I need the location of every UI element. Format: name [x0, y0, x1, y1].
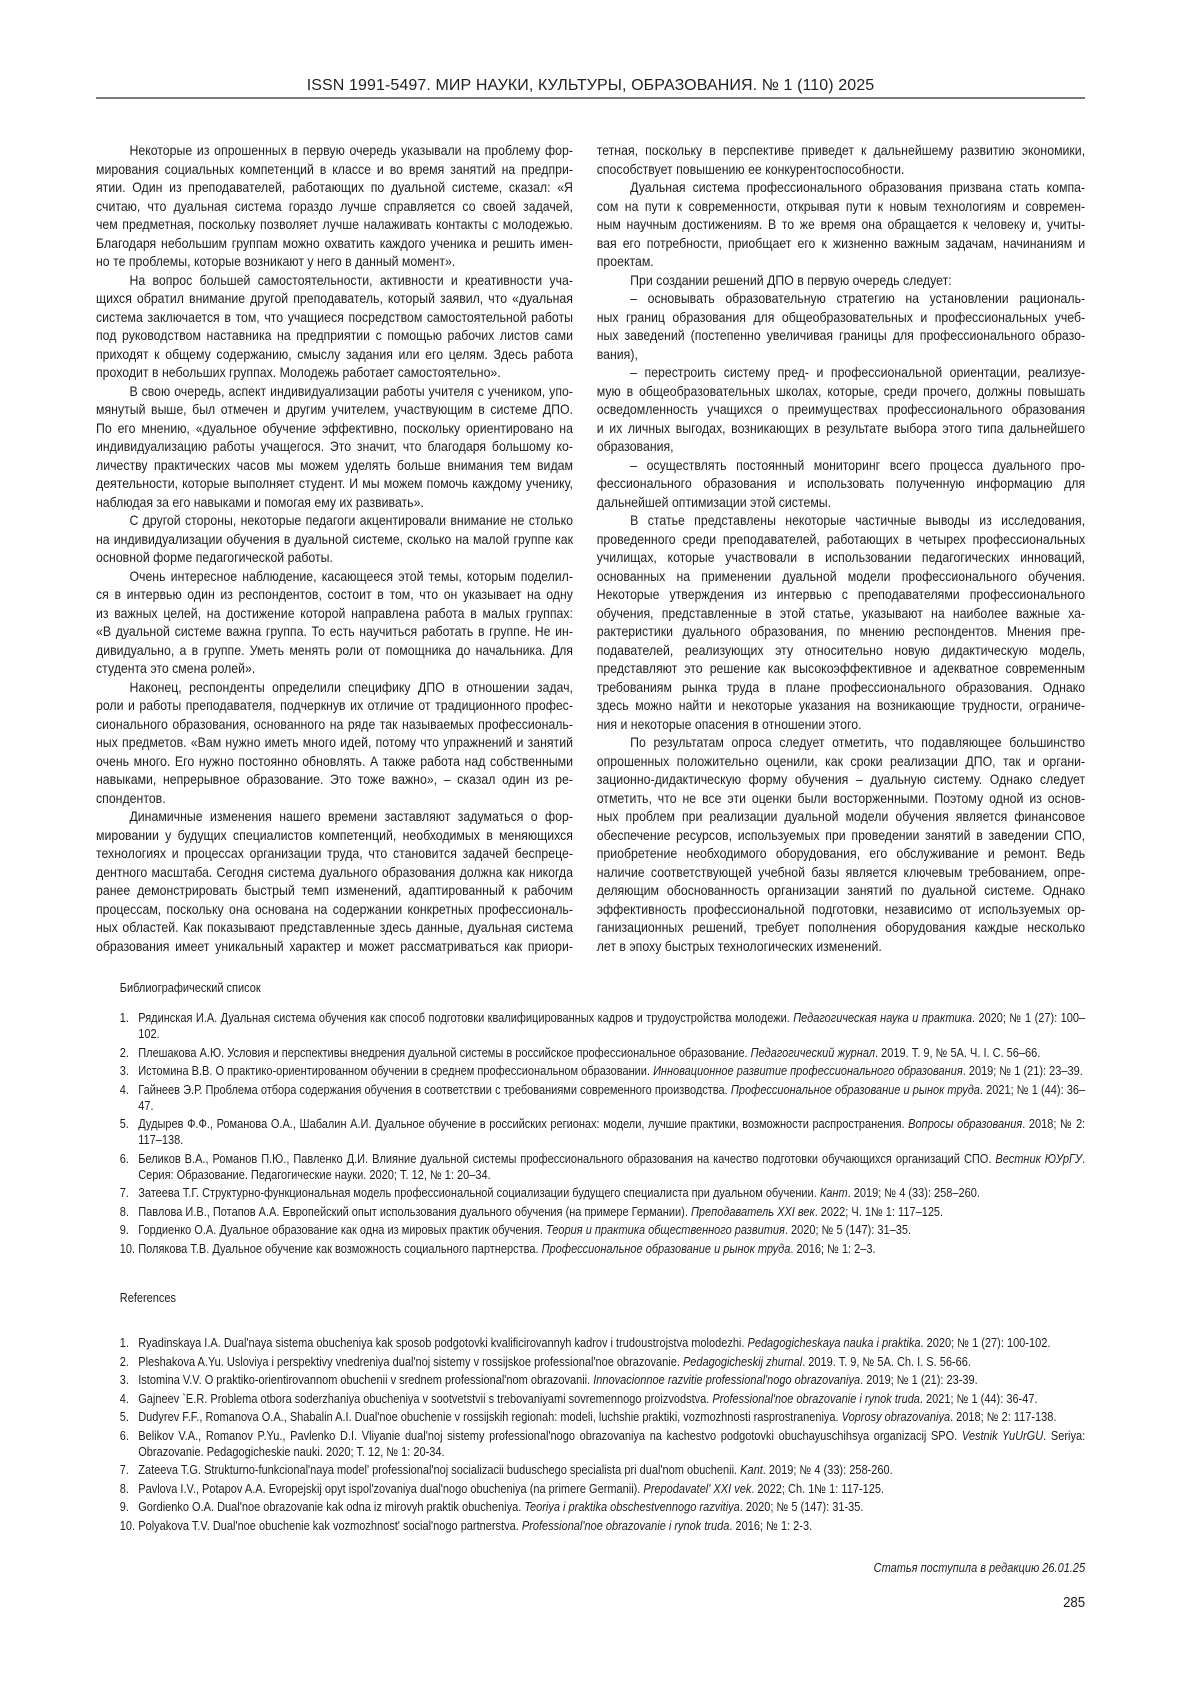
text-line: деятельности, которые выполняет студент. И мы можем помочь каждому ученику, [96, 474, 573, 493]
reference-item [120, 1241, 1085, 1257]
text-line: тетная, поскольку в перспективе приведет к дальнейшему развитию экономики, [597, 141, 1085, 160]
reference-details: . 2018; № 2: 117-138. [950, 1410, 1056, 1424]
text-line: из важных целей, на достижение которой направлена работа в малых группах: [96, 604, 573, 623]
text-line: личеству практических часов мы можем уделять больше внимания тем видам [96, 456, 573, 475]
paragraph [96, 382, 573, 512]
reference-item [120, 1045, 1085, 1061]
reference-number: 9. [120, 1499, 129, 1515]
reference-journal: Teoriya i praktika obschestvennogo razvitiya [524, 1500, 739, 1514]
reference-journal: Pedagogicheskij zhurnal [683, 1355, 802, 1369]
text-line: ся в интервью один из респондентов, состоит в том, что он указывает на одну [96, 585, 573, 604]
text-line: опрошенных положительно оценили, как сроки реализации ДПО, так и органи- [597, 752, 1085, 771]
reference-journal: Innovacionnoe razvitie professional'nogo obrazovaniya [593, 1373, 860, 1387]
text-line: – перестроить систему пред- и профессиональной ориентации, реализуе- [597, 363, 1085, 382]
reference-number: 4. [120, 1082, 129, 1098]
reference-text: Дудырев Ф.Ф., Романова О.А., Шабалин А.И. Дуальное обучение в российских регионах: модели, лучшие практики, возможности распространения. [138, 1117, 908, 1131]
reference-item [120, 1428, 1085, 1460]
text-line: Некоторые утверждения из интервью с преподавателями профессионального [597, 585, 1085, 604]
text-column-left [96, 141, 573, 955]
text-line: наблюдая за его навыками и помогая ему их развивать». [96, 493, 573, 512]
reference-item [120, 1354, 1085, 1370]
text-line: проходит в небольших группах. Молодежь работает самостоятельно». [96, 363, 573, 382]
reference-text: Gordienko O.A. Dual'noe obrazovanie kak odna iz mirovyh praktik obucheniya. [138, 1500, 524, 1514]
text-line: проектам. [597, 252, 1085, 271]
reference-item [120, 1409, 1085, 1425]
text-line: В статье представлены некоторые частичные выводы из исследования, [597, 511, 1085, 530]
reference-journal: Педагогическая наука и практика [793, 1011, 972, 1025]
reference-details: . 2019. Т. 9, № 5А. Ч. I. С. 56–66. [875, 1046, 1040, 1060]
text-line: В свою очередь, аспект индивидуализации работы учителя с учеником, упо- [96, 382, 573, 401]
text-line: очень много. Его нужно постоянно обновлять. А также работа над собственными [96, 752, 573, 771]
reference-details: . 2016; № 1: 2–3. [790, 1242, 875, 1256]
reference-item [120, 1499, 1085, 1515]
reference-text: Затеева Т.Г. Структурно-функциональная модель профессиональной социализации будущего специалиста при дуальном обучении. [138, 1186, 820, 1200]
text-line: ных проблем при реализации дуальной модели обучения является финансовое [597, 807, 1085, 826]
reference-item [120, 1372, 1085, 1388]
reference-item [120, 1391, 1085, 1407]
reference-number: 2. [120, 1354, 129, 1370]
text-line: на индивидуализации обучения в дуальной системе, сколько на малой группе как [96, 530, 573, 549]
text-line: основанных на применении дуальной модели профессионального обучения. [597, 567, 1085, 586]
reference-text: Истомина В.В. О практико-ориентированном обучении в среднем профессиональном образовании. [138, 1064, 653, 1078]
text-line: вая его потребности, приобщает его к жизненно важным задачам, начинаниям и [597, 234, 1085, 253]
journal-running-header: ISSN 1991-5497. МИР НАУКИ, КУЛЬТУРЫ, ОБРАЗОВАНИЯ. № 1 (110) 2025 [96, 77, 1085, 95]
text-line: дальнейшей оптимизации этой системы. [597, 493, 1085, 512]
reference-journal: Pedagogicheskaya nauka i praktika [747, 1336, 920, 1350]
paragraph [96, 678, 573, 808]
reference-text: Беликов В.А., Романов П.Ю., Павленко Д.И. Влияние дуальной системы профессионального образования на качество подготовки обучающихся организаций СПО. [138, 1152, 995, 1166]
reference-journal: Kant [740, 1463, 763, 1477]
reference-details: . 2020; № 1 (27): 100-102. [921, 1336, 1051, 1350]
text-line: вания), [597, 345, 1085, 364]
text-line: ных областей. Как показывают представленные здесь данные, дуальная система [96, 918, 573, 937]
text-line: осведомленность учащихся о преимуществах профессионального образования [597, 400, 1085, 419]
reference-text: Гордиенко О.А. Дуальное образование как одна из мировых практик обучения. [138, 1223, 546, 1237]
text-line: здесь можно найти и некоторые указания на возникающие трудности, ограниче- [597, 696, 1085, 715]
text-line: студента это смена ролей». [96, 659, 573, 678]
paragraph [96, 271, 573, 382]
text-line: дентного масштаба. Сегодня система дуального образования должна как никогда [96, 863, 573, 882]
text-line: ным научным достижениям. В то же время она обращается к человеку и, учиты- [597, 215, 1085, 234]
text-line: При создании решений ДПО в первую очередь следует: [597, 271, 1085, 290]
text-line: роли и работы преподавателя, подчеркнув их отличие от традиционного профес- [96, 696, 573, 715]
reference-number: 6. [120, 1428, 129, 1444]
reference-item [120, 1204, 1085, 1220]
text-line: дивидуально, а в группе. Уметь менять роли от помощника до начальника. Для [96, 641, 573, 660]
reference-number: 7. [120, 1462, 129, 1478]
text-line: сом на пути к современности, открывая пути к новым технологиям и современ- [597, 197, 1085, 216]
text-line: рактеристики дуального образования, по мнению респондентов. Мнения пре- [597, 622, 1085, 641]
reference-number: 4. [120, 1391, 129, 1407]
reference-item [120, 1222, 1085, 1238]
text-line: способствует повышению ее конкурентоспособности. [597, 160, 1085, 179]
reference-journal: Prepodavatel' XXI vek [643, 1482, 751, 1496]
text-line: По его мнению, «дуальное обучение эффективно, поскольку ориентировано на [96, 419, 573, 438]
text-line: деляющим обоснованность организации занятий по дуальной системе. Однако [597, 881, 1085, 900]
reference-text: Gajneev `E.R. Problema otbora soderzhaniya obucheniya v sootvetstvii s trebovaniyami sovremennogo proizvodstva. [138, 1392, 712, 1406]
reference-item [120, 1518, 1085, 1534]
reference-journal: Vestnik YuUrGU [962, 1429, 1043, 1443]
reference-details: . 2020; № 5 (147): 31-35. [740, 1500, 864, 1514]
reference-number: 2. [120, 1045, 129, 1061]
reference-journal: Преподаватель XXI век [691, 1205, 815, 1219]
reference-item [120, 1481, 1085, 1497]
text-line: С другой стороны, некоторые педагоги акцентировали внимание не столько [96, 511, 573, 530]
reference-journal: Профессиональное образование и рынок труда [731, 1083, 980, 1097]
reference-number: 1. [120, 1010, 129, 1026]
reference-journal: Теория и практика общественного развития [546, 1223, 785, 1237]
reference-journal: Инновационное развитие профессионального образования [653, 1064, 963, 1078]
text-line: навыками, непрерывное образование. Это тоже важно», – сказал один из ре- [96, 770, 573, 789]
text-line: Очень интересное наблюдение, касающееся этой темы, которым поделил- [96, 567, 573, 586]
text-line: – основывать образовательную стратегию на установлении рациональ- [597, 289, 1085, 308]
reference-item [120, 1462, 1085, 1478]
reference-details: . 2020; № 1 (27): 100–102. [138, 1011, 1085, 1041]
text-line: основной форме педагогической работы. [96, 548, 573, 567]
text-line: наличие соответствующей учебной базы является ключевым требованием, опре- [597, 863, 1085, 882]
text-line: но те проблемы, которые возникают у него в данный момент». [96, 252, 573, 271]
reference-number: 1. [120, 1335, 129, 1351]
reference-text: Ryadinskaya I.A. Dual'naya sistema obucheniya kak sposob podgotovki kvalificirovannyh kadrov i trudoustrojstva molodezhi. [138, 1336, 747, 1350]
text-line: ных заведений (постепенно увеличивая границы для профессионального образо- [597, 326, 1085, 345]
text-line: мировании у будущих специалистов компетенций, необходимых в меняющихся [96, 826, 573, 845]
paragraph [597, 141, 1085, 178]
paragraph [597, 456, 1085, 512]
paragraph [597, 271, 1085, 290]
reference-item [120, 1082, 1085, 1114]
text-line: обеспечение ресурсов, используемых при проведении занятий в заведении СПО, [597, 826, 1085, 845]
text-line: По результатам опроса следует отметить, что подавляющее большинство [597, 733, 1085, 752]
text-line: приобретение необходимого оборудования, его обслуживание и ремонт. Ведь [597, 844, 1085, 863]
page-content [96, 0, 1085, 1697]
reference-item [120, 1010, 1085, 1042]
reference-number: 8. [120, 1204, 129, 1220]
bibliography-list [120, 1010, 1085, 1259]
reference-text: Istomina V.V. O praktiko-orientirovannom obuchenii v srednem professional'nom obrazovanii. [138, 1373, 593, 1387]
text-line: требованиям рынка труда в плане профессионального образования. Однако [597, 678, 1085, 697]
reference-text: Pavlova I.V., Potapov A.A. Evropejskij opyt ispol'zovaniya dual'nogo obucheniya (na primere Germanii). [138, 1482, 643, 1496]
text-line: процессам, поскольку она основана на содержании конкретных профессиональ- [96, 900, 573, 919]
text-line: под руководством наставника на предприятии с помощью рабочих листов сами [96, 326, 573, 345]
reference-journal: Профессиональное образование и рынок труда [542, 1242, 791, 1256]
paragraph [96, 511, 573, 567]
text-line: мянутый выше, был отмечен и другим учителем, участвующим в системе ДПО. [96, 400, 573, 419]
reference-details: . 2020; № 5 (147): 31–35. [785, 1223, 911, 1237]
text-line: мую в общеобразовательных школах, которые, среди прочего, должны повышать [597, 382, 1085, 401]
text-line: чем предметная, поскольку позволяет лучше налаживать контакты с молодежью. [96, 215, 573, 234]
text-line: приходят к общему содержанию, смыслу задания или его целям. Здесь работа [96, 345, 573, 364]
reference-journal: Педагогический журнал [751, 1046, 875, 1060]
text-line: образования имеет уникальный характер и может рассматриваться как приори- [96, 937, 573, 956]
text-line: ных границ образования для общеобразовательных и профессиональных учеб- [597, 308, 1085, 327]
reference-number: 10. [120, 1518, 135, 1534]
text-line: училищах, которые участвовали в использовании педагогических инноваций, [597, 548, 1085, 567]
text-line: ных предметов. «Вам нужно иметь много идей, потому что упражнений и занятий [96, 733, 573, 752]
reference-text: Polyakova T.V. Dual'noe obuchenie kak vozmozhnost' social'nogo partnerstva. [138, 1519, 522, 1533]
reference-text: Полякова Т.В. Дуальное обучение как возможность социального партнерства. [138, 1242, 541, 1256]
text-line: ятии. Один из преподавателей, работающих по дуальной системе, сказал: «Я [96, 178, 573, 197]
reference-details: . 2019; № 1 (21): 23–39. [963, 1064, 1083, 1078]
reference-text: Zateeva T.G. Strukturno-funkcional'naya model' professional'noj socializacii buduschego specialista pri dual'nom obuchenii. [138, 1463, 740, 1477]
reference-details: . Seriya: Obrazovanie. Pedagogicheskie nauki. 2020; T. 12, № 1: 20-34. [138, 1429, 1085, 1459]
paragraph [597, 733, 1085, 955]
reference-details: . 2022; Ч. 1№ 1: 117–125. [815, 1205, 943, 1219]
references-list [120, 1335, 1085, 1536]
text-line: «В дуальной системе важна группа. То есть научиться работать в группе. Не ин- [96, 622, 573, 641]
reference-details: . 2018; № 2: 117–138. [138, 1117, 1085, 1147]
paragraph [96, 567, 573, 678]
text-line: сионального образования, основанного на ряде так называемых профессиональ- [96, 715, 573, 734]
paragraph [597, 178, 1085, 271]
text-line: ранее демонстрировать быстрый темп изменений, адаптированный к рабочим [96, 881, 573, 900]
text-line: ния и некоторые опасения в отношении этого. [597, 715, 1085, 734]
reference-details: . 2016; № 1: 2-3. [729, 1519, 812, 1533]
references-heading: References [120, 1291, 176, 1305]
reference-text: Павлова И.В., Потапов А.А. Европейский опыт использования дуального обучения (на примере Германии). [138, 1205, 691, 1219]
text-line: ганизационных решений, требует пополнения оборудования каждые несколько [597, 918, 1085, 937]
reference-journal: Professional'noe obrazovanie i rynok truda [522, 1519, 730, 1533]
reference-number: 6. [120, 1151, 129, 1167]
text-column-right [597, 141, 1085, 955]
text-line: подавателей, реализующих эту относительно новую дидактическую модель, [597, 641, 1085, 660]
reference-text: Гайнеев Э.Р. Проблема отбора содержания обучения в соответствии с требованиями современного производства. [138, 1083, 731, 1097]
text-line: мирования социальных компетенций в классе и во время занятий на предпри- [96, 160, 573, 179]
paragraph [597, 363, 1085, 456]
paragraph [96, 141, 573, 271]
text-line: и их личных выгодах, возникающих в результате выбора этого типа дальнейшего [597, 419, 1085, 438]
text-line: Динамичные изменения нашего времени заставляют задуматься о фор- [96, 807, 573, 826]
reference-text: Плешакова А.Ю. Условия и перспективы внедрения дуальной системы в российское профессиональное образование. [138, 1046, 750, 1060]
text-line: отметить, что не все эти оценки были восторженными. Поэтому одной из основ- [597, 789, 1085, 808]
text-line: зационно-дидактическую форму обучения – дуальную систему. Однако следует [597, 770, 1085, 789]
reference-details: . 2019. T. 9, № 5A. Ch. I. S. 56-66. [802, 1355, 971, 1369]
reference-text: Рядинская И.А. Дуальная система обучения как способ подготовки квалифицированных кадров и трудоустройства молодежи. [138, 1011, 793, 1025]
text-line: спондентов. [96, 789, 573, 808]
reference-details: . 2019; № 4 (33): 258–260. [848, 1186, 980, 1200]
reference-text: Belikov V.A., Romanov P.Yu., Pavlenko D.I. Vliyanie dual'noj sistemy professional'nogo obrazovaniya na kachestvo podgotovki obuchayuschihsya organizacij SPO. [138, 1429, 962, 1443]
text-line: представляют это решение как высокоэффективное и адекватное современным [597, 659, 1085, 678]
reference-number: 3. [120, 1063, 129, 1079]
received-date-note: Статья поступила в редакцию 26.01.25 [874, 1561, 1085, 1575]
text-line: считаю, что дуальная система гораздо лучше справляется со своей задачей, [96, 197, 573, 216]
text-line: лет в эпоху быстрых технологических изменений. [597, 937, 1085, 956]
reference-details: . 2019; № 1 (21): 23-39. [860, 1373, 978, 1387]
text-line: Наконец, респонденты определили специфику ДПО в отношении задач, [96, 678, 573, 697]
reference-details: . 2021; № 1 (44): 36-47. [920, 1392, 1038, 1406]
reference-number: 3. [120, 1372, 129, 1388]
text-line: образования, [597, 437, 1085, 456]
reference-number: 7. [120, 1185, 129, 1201]
text-line: – осуществлять постоянный мониторинг всего процесса дуального про- [597, 456, 1085, 475]
paragraph [597, 289, 1085, 363]
paragraph [96, 807, 573, 955]
reference-number: 5. [120, 1409, 129, 1425]
text-line: фессионального образования и использовать полученную информацию для [597, 474, 1085, 493]
reference-text: Dudyrev F.F., Romanova O.A., Shabalin A.I. Dual'noe obuchenie v rossijskih regionah: modeli, luchshie praktiki, vozmozhnosti rasprostraneniya. [138, 1410, 841, 1424]
reference-item [120, 1116, 1085, 1148]
reference-journal: Вопросы образования [908, 1117, 1022, 1131]
bibliography-heading: Библиографический список [120, 981, 261, 995]
text-line: технологиях и процессах организации труда, что становится задачей беспреце- [96, 844, 573, 863]
reference-journal: Voprosy obrazovaniya [842, 1410, 950, 1424]
reference-number: 9. [120, 1222, 129, 1238]
text-line: Некоторые из опрошенных в первую очередь указывали на проблему фор- [96, 141, 573, 160]
reference-item [120, 1151, 1085, 1183]
text-line: На вопрос большей самостоятельности, активности и креативности уча- [96, 271, 573, 290]
reference-journal: Кант [820, 1186, 848, 1200]
reference-details: . 2019; № 4 (33): 258-260. [763, 1463, 893, 1477]
reference-item [120, 1335, 1085, 1351]
reference-text: Pleshakova A.Yu. Usloviya i perspektivy vnedreniya dual'noj sistemy v rossijskoe professional'noe obrazovanie. [138, 1355, 683, 1369]
text-line: система заключается в том, что учащиеся посредством самостоятельной работы [96, 308, 573, 327]
text-line: Дуальная система профессионального образования призвана стать компа- [597, 178, 1085, 197]
reference-journal: Вестник ЮУрГУ [995, 1152, 1082, 1166]
reference-details: . Серия: Образование. Педагогические науки. 2020; Т. 12, № 1: 20–34. [138, 1152, 1085, 1182]
reference-details: . 2021; № 1 (44): 36–47. [138, 1083, 1085, 1113]
reference-item [120, 1185, 1085, 1201]
text-line: обучения, представленные в этой статье, указывают на наиболее важные ха- [597, 604, 1085, 623]
text-line: эффективность профессиональной подготовки, независимо от используемых ор- [597, 900, 1085, 919]
reference-number: 5. [120, 1116, 129, 1132]
paragraph [597, 511, 1085, 733]
reference-journal: Professional'noe obrazovanie i rynok truda [712, 1392, 920, 1406]
reference-details: . 2022; Ch. 1№ 1: 117-125. [751, 1482, 884, 1496]
text-line: щихся обратил внимание другой преподаватель, который заявил, что «дуальная [96, 289, 573, 308]
text-line: индивидуализацию работы учащегося. Это значит, что благодаря большому ко- [96, 437, 573, 456]
text-line: Благодаря небольшим группам можно охватить каждого ученика и решить имен- [96, 234, 573, 253]
reference-number: 8. [120, 1481, 129, 1497]
reference-number: 10. [120, 1241, 135, 1257]
reference-item [120, 1063, 1085, 1079]
page-number: 285 [1063, 1594, 1085, 1611]
text-line: проведенного среди преподавателей, работающих в четырех профессиональных [597, 530, 1085, 549]
